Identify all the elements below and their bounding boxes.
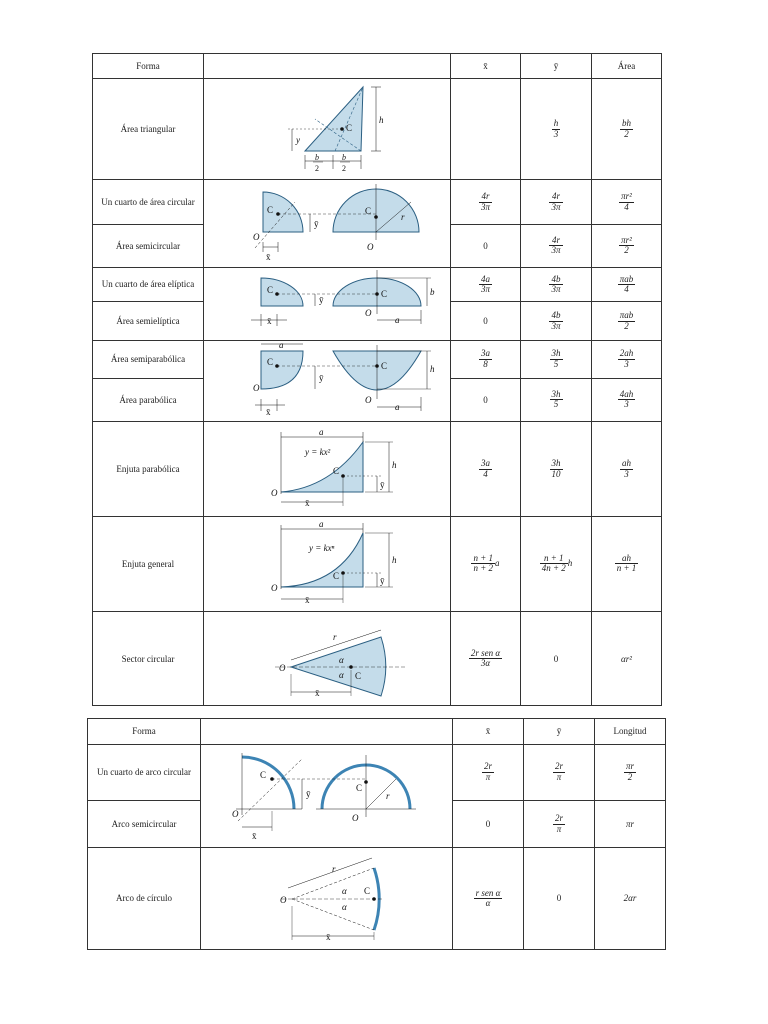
header-length: Longitud xyxy=(595,719,666,745)
length-cell xyxy=(595,800,666,848)
ybar-value: 0 xyxy=(553,653,559,664)
area-cell xyxy=(592,422,662,516)
triangle-figure-cell xyxy=(204,79,451,180)
ybar-value: $\frac{2r}{\pi}$ xyxy=(554,761,563,782)
area-cell xyxy=(592,225,662,268)
table-header-row xyxy=(88,719,666,745)
header-forma: Forma xyxy=(93,54,204,79)
curve-equation: y = kx² xyxy=(304,447,330,458)
ybar-label: ȳ xyxy=(305,789,310,799)
area-cell xyxy=(592,378,662,422)
centroid-label: C xyxy=(266,284,273,295)
xbar-value: $\frac{\text{r sen α}}{\alpha}$ xyxy=(475,887,501,909)
arc-figure-cell xyxy=(201,745,453,848)
xbar-label: x̄ xyxy=(314,688,319,699)
ybar-cell xyxy=(521,422,592,516)
ybar-cell xyxy=(524,745,595,801)
b-label: b xyxy=(429,286,434,297)
ybar-label: ȳ xyxy=(318,373,323,384)
a-label: a xyxy=(394,314,399,325)
xbar-value: $\frac{\text{2r sen α}}{3\alpha}$ xyxy=(470,647,501,669)
xbar-cell xyxy=(451,422,521,516)
xbar-label: x̄ xyxy=(251,831,256,841)
xbar-cell xyxy=(451,180,521,225)
xbar-value: 0 xyxy=(485,818,491,829)
table-row xyxy=(88,745,666,801)
ybar-cell xyxy=(521,341,592,379)
a-label: a xyxy=(318,518,323,529)
header-figure xyxy=(204,54,451,79)
alpha-label: α xyxy=(338,655,344,666)
ybar-value: $\frac{3h}{10}$ xyxy=(551,458,561,479)
xbar-label: x̄ xyxy=(265,252,270,263)
table-row xyxy=(93,180,662,225)
ybar-value: $\frac{4r}{3\pi}$ xyxy=(551,234,561,256)
area-value: $\frac{\text{πr²}}{4}$ xyxy=(621,191,632,212)
area-value: $\frac{4ah}{3}$ xyxy=(619,389,634,410)
header-forma: Forma xyxy=(88,719,201,745)
shape-name: Enjuta general xyxy=(93,516,204,611)
area-value: αr² xyxy=(621,653,632,664)
ybar-label: ȳ xyxy=(379,575,384,586)
centroid-label: C xyxy=(332,570,339,581)
a-label: a xyxy=(278,341,283,351)
height-label: h xyxy=(378,115,383,125)
shape-name: Arco de círculo xyxy=(88,848,201,949)
curve-equation: y = kxⁿ xyxy=(308,542,334,553)
area-value: $\frac{bh}{2}$ xyxy=(622,118,631,139)
centroid-label: C xyxy=(266,205,273,216)
xbar-cell xyxy=(451,302,521,341)
shape-name: Área parabólica xyxy=(93,378,204,422)
origin-label: O xyxy=(364,395,371,406)
radius-label: r xyxy=(385,791,390,801)
table-row xyxy=(93,612,662,706)
sector-figure-cell xyxy=(204,612,451,706)
shape-name: Área semiparabólica xyxy=(93,341,204,379)
origin-label: O xyxy=(351,813,358,823)
origin-label: O xyxy=(364,307,371,318)
xbar-value: $\frac{3a}{4}$ xyxy=(481,458,490,479)
xbar-cell xyxy=(453,848,524,949)
header-ybar: ȳ xyxy=(524,719,595,745)
area-cell xyxy=(592,302,662,341)
shape-name: Un cuarto de área elíptica xyxy=(93,267,204,302)
length-value: πr xyxy=(625,818,634,829)
table-header-row xyxy=(93,54,662,79)
ybar-value: 0 xyxy=(556,893,562,904)
table-row xyxy=(93,79,662,180)
ybar-value: $\frac{3h}{5}$ xyxy=(551,389,561,410)
area-cell xyxy=(592,341,662,379)
xbar-cell xyxy=(451,225,521,268)
xbar-label: x̄ xyxy=(304,594,309,605)
ybar-label: ȳ xyxy=(379,480,384,491)
area-value: $\frac{\text{πr²}}{2}$ xyxy=(621,234,632,256)
shape-name: Un cuarto de arco circular xyxy=(88,745,201,801)
xbar-label: x̄ xyxy=(265,407,270,418)
table-row xyxy=(93,422,662,516)
xbar-label: x̄ xyxy=(325,932,330,943)
ybar-value: $\frac{4r}{3\pi}$ xyxy=(551,191,561,212)
h-label: h xyxy=(429,364,434,375)
elliptic-figure-cell xyxy=(204,267,451,340)
shape-name: Área semicircular xyxy=(93,225,204,268)
quarter-semicircle-arc-diagram xyxy=(202,745,452,845)
xbar-value: $\frac{n + 1}{n + 2}$ xyxy=(473,552,494,574)
origin-label: O xyxy=(278,663,285,674)
half-base-num: b xyxy=(314,153,319,162)
ybar-value: $\frac{4b}{3\pi}$ xyxy=(551,310,561,331)
circular-figure-cell xyxy=(204,180,451,267)
ybar-value: $\frac{2r}{\pi}$ xyxy=(554,813,563,834)
shape-name: Área semielíptica xyxy=(93,302,204,341)
half-base-den: 2 xyxy=(341,164,346,173)
ybar-cell xyxy=(521,302,592,341)
radius-label: r xyxy=(400,212,405,223)
origin-label: O xyxy=(231,809,238,819)
half-base-den: 2 xyxy=(314,164,319,173)
radius-label: r xyxy=(332,632,337,643)
shape-name: Arco semicircular xyxy=(88,800,201,848)
area-value: $\frac{\text{πab}}{2}$ xyxy=(619,310,634,331)
triangle-diagram xyxy=(205,79,450,177)
h-label: h xyxy=(391,460,396,471)
header-area: Área xyxy=(592,54,662,79)
centroid-areas-table xyxy=(92,53,662,706)
xbar-value: 0 xyxy=(483,240,488,251)
xbar-cell xyxy=(453,800,524,848)
length-value: $\frac{\pi r}{2}$ xyxy=(625,761,634,782)
ybar-cell: $\frac{n + 1}{4n + 2}$ h xyxy=(521,516,592,611)
arc-of-circle-figure-cell xyxy=(201,848,453,949)
shape-name: Un cuarto de área circular xyxy=(93,180,204,225)
ybar-cell xyxy=(524,848,595,949)
semiparabola-parabola-diagram xyxy=(205,341,450,419)
xbar-cell: $\frac{n + 1}{n + 2}$ a xyxy=(451,516,521,611)
parabolic-spandrel-diagram xyxy=(205,422,450,513)
ybar-cell xyxy=(524,800,595,848)
header-ybar: ȳ xyxy=(521,54,592,79)
xbar-cell xyxy=(451,79,521,180)
a-label: a xyxy=(318,427,323,438)
area-cell xyxy=(592,612,662,706)
xbar-value: $\frac{4r}{3\pi}$ xyxy=(480,191,490,212)
origin-label: O xyxy=(252,232,259,243)
radius-label: r xyxy=(331,864,336,875)
shape-name: Sector circular xyxy=(93,612,204,706)
ybar-label: ȳ xyxy=(313,219,318,230)
origin-label: O xyxy=(252,383,259,394)
a-label: a xyxy=(394,402,399,413)
centroid-label: C xyxy=(380,288,387,299)
area-value: $\frac{ah}{n + 1}$ xyxy=(616,552,637,574)
origin-label: O xyxy=(270,582,277,593)
area-value: $\frac{ah}{3}$ xyxy=(622,458,631,479)
header-xbar: x̄ xyxy=(453,719,524,745)
general-spandrel-diagram xyxy=(205,517,450,609)
xbar-value: $\frac{2r}{\pi}$ xyxy=(483,761,492,782)
origin-label: O xyxy=(279,895,286,906)
centroid-label: C xyxy=(364,206,371,217)
xbar-value: $\frac{3a}{8}$ xyxy=(481,348,490,369)
quarter-semicircle-diagram xyxy=(205,180,450,264)
xbar-value: 0 xyxy=(483,394,488,405)
centroid-label: C xyxy=(259,770,266,780)
origin-label: O xyxy=(270,488,277,499)
shape-name: Enjuta parabólica xyxy=(93,422,204,516)
ybar-cell xyxy=(521,225,592,268)
ybar-value: $\frac{n + 1}{4n + 2}$ xyxy=(541,552,566,574)
length-cell xyxy=(595,745,666,801)
parabolic-figure-cell xyxy=(204,341,451,422)
circular-sector-diagram xyxy=(205,612,450,703)
centroid-label: C xyxy=(332,466,339,477)
ybar-value: $\frac{4b}{3\pi}$ xyxy=(551,273,561,294)
table-row xyxy=(93,516,662,611)
centroid-label: C xyxy=(345,123,352,133)
h-label: h xyxy=(391,554,396,565)
table-row xyxy=(93,267,662,302)
xbar-cell xyxy=(451,267,521,302)
xbar-value: $\frac{4a}{3\pi}$ xyxy=(480,273,490,294)
alpha-label: α xyxy=(341,902,347,913)
header-xbar: x̄ xyxy=(451,54,521,79)
xbar-cell xyxy=(453,745,524,801)
arc-of-circle-diagram xyxy=(202,848,452,946)
length-value: 2αr xyxy=(623,893,637,904)
xbar-value: 0 xyxy=(483,316,488,326)
header-figure xyxy=(201,719,453,745)
centroid-lines-table xyxy=(87,718,666,950)
ybar-value: $\frac{3h}{5}$ xyxy=(551,348,561,369)
ybar-label: y xyxy=(295,135,300,145)
area-cell xyxy=(592,267,662,302)
centroid-label: C xyxy=(363,886,370,897)
parabolic-spandrel-figure-cell xyxy=(204,422,451,516)
centroid-label: C xyxy=(380,361,387,372)
area-value: $\frac{\text{πab}}{4}$ xyxy=(619,273,634,294)
quarter-semiellipse-diagram xyxy=(205,268,450,338)
xbar-cell xyxy=(451,341,521,379)
alpha-label: α xyxy=(341,886,347,897)
area-cell xyxy=(592,180,662,225)
xbar-label: x̄ xyxy=(266,315,271,326)
shape-name: Área triangular xyxy=(93,79,204,180)
ybar-value: $\frac{h}{3}$ xyxy=(553,118,559,139)
table-row xyxy=(88,848,666,949)
centroid-label: C xyxy=(355,783,362,793)
ybar-cell xyxy=(521,378,592,422)
xbar-label: x̄ xyxy=(304,498,309,509)
alpha-label: α xyxy=(338,670,344,681)
ybar-cell xyxy=(521,612,592,706)
xbar-cell xyxy=(451,378,521,422)
area-value: $\frac{2ah}{3}$ xyxy=(619,348,634,369)
length-cell xyxy=(595,848,666,949)
origin-label: O xyxy=(366,242,373,253)
ybar-cell xyxy=(521,180,592,225)
ybar-cell xyxy=(521,79,592,180)
ybar-label: ȳ xyxy=(318,294,323,305)
area-cell xyxy=(592,79,662,180)
general-spandrel-figure-cell xyxy=(204,516,451,611)
centroid-label: C xyxy=(354,671,361,682)
table-row xyxy=(93,341,662,379)
centroid-label: C xyxy=(266,357,273,368)
xbar-cell xyxy=(451,612,521,706)
ybar-cell xyxy=(521,267,592,302)
area-cell xyxy=(592,516,662,611)
half-base-num: b xyxy=(341,153,346,162)
